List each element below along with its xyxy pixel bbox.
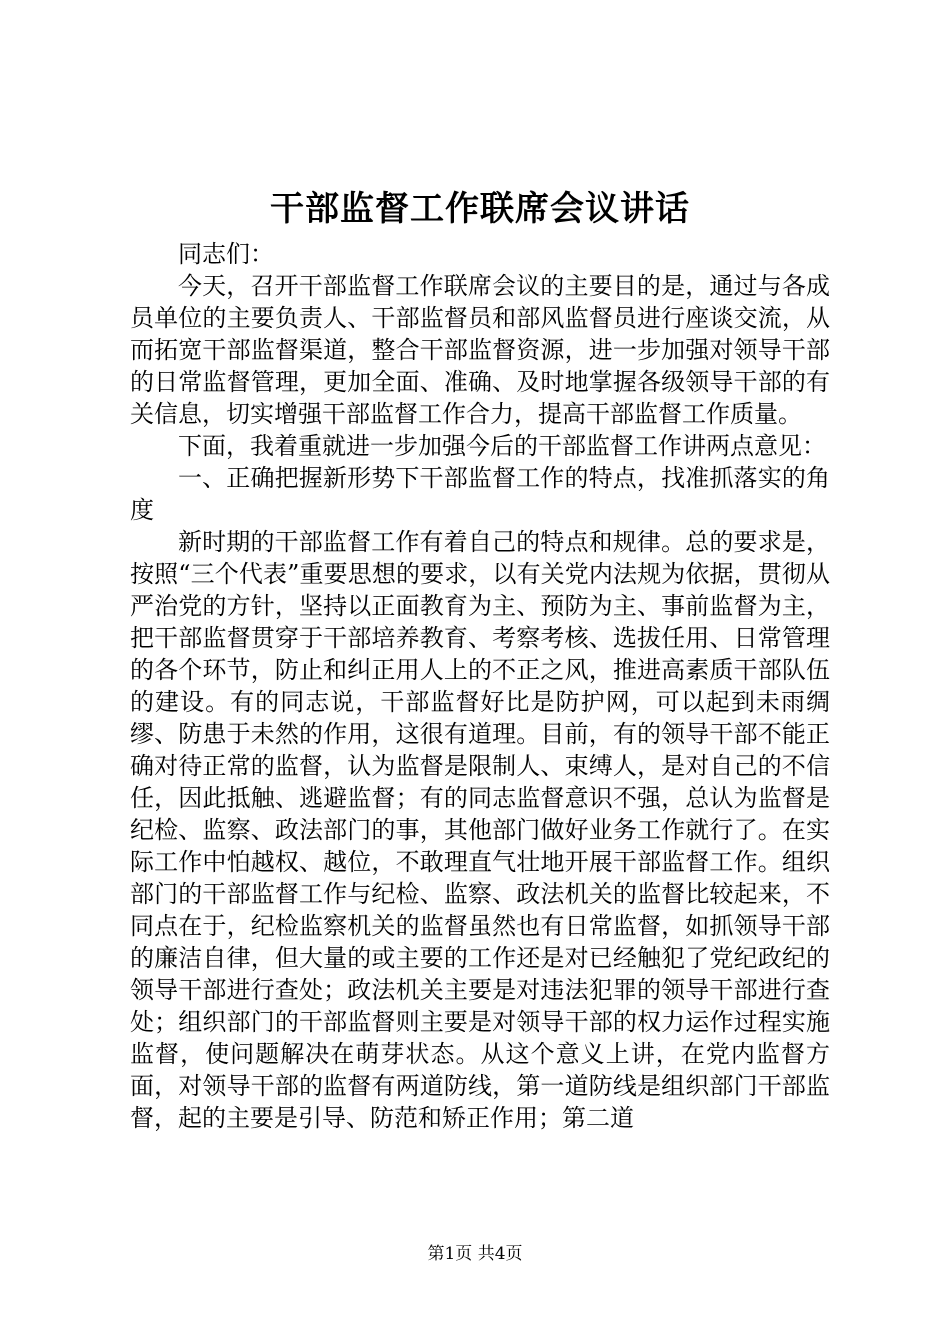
body-paragraph: 下面，我着重就进一步加强今后的干部监督工作讲两点意见： [178, 432, 826, 460]
salutation-paragraph: 同志们： [178, 240, 274, 268]
body-paragraph: 新时期的干部监督工作有着自己的特点和规律。总的要求是，按照“三个代表”重要思想的要求，以有关党内法规为依据，贯彻从严治党的方针，坚持以正面教育为主、预防为主、事前监督为主，把干部监督贯穿于干部培养教育、考察考核、选拔任用、日常管理的各个环节，防止和纠正用人上的不正之风，推进高素质干部队伍的建设。有的同志说，干部监督好比是防护网，可以起到未雨绸缪、防患于未然的作用，这很有道理。目前，有的领导干部不能正确对待正常的监督，认为监督是限制人、束缚人，是对自己的不信任，因此抵触、逃避监督；有的同志监督意识不强，总认为监督是纪检、监察、政法部门的事，其他部门做好业务工作就行了。在实际工作中怕越权、越位，不敢理直气壮地开展干部监督工作。组织部门的干部监督工作与纪检、监察、政法机关的监督比较起来，不同点在于，纪检监察机关的监督虽然也有日常监督，如抓领导干部的廉洁自律，但大量的或主要的工作还是对已经触犯了党纪政纪的领导干部进行查处；政法机关主要是对违法犯罪的领导干部进行查处；组织部门的干部监督则主要是对领导干部的权力运作过程实施监督，使问题解决在萌芽状态。从这个意义上讲，在党内监督方面，对领导干部的监督有两道防线，第一道防线是组织部门干部监督，起的主要是引导、防范和矫正作用；第二道 [130, 528, 830, 1132]
document-body [130, 180, 830, 1134]
section-heading: 一、正确把握新形势下干部监督工作的特点，找准抓落实的角度 [130, 464, 830, 524]
document-title: 干部监督工作联席会议讲话 [270, 189, 690, 229]
page-footer: 第1页 共4页 [427, 1244, 523, 1264]
body-paragraph: 今天，召开干部监督工作联席会议的主要目的是，通过与各成员单位的主要负责人、干部监督员和部风监督员进行座谈交流，从而拓宽干部监督渠道，整合干部监督资源，进一步加强对领导干部的日常监督管理，更加全面、准确、及时地掌握各级领导干部的有关信息，切实增强干部监督工作合力，提高干部监督工作质量。 [130, 272, 830, 428]
